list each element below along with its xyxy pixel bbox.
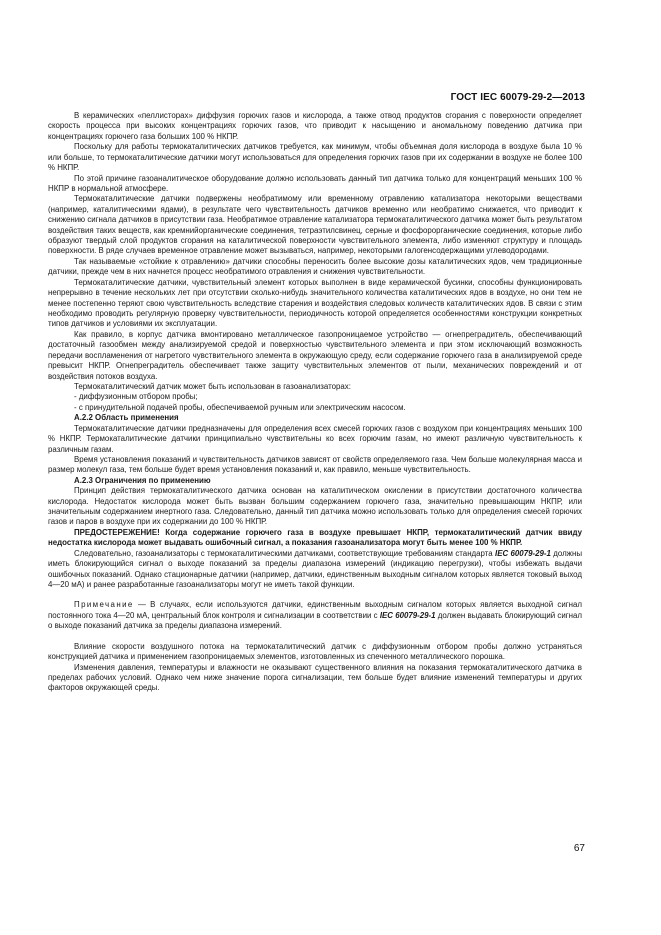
paragraph	[48, 549, 582, 591]
document-code-header: ГОСТ IEC 60079-29-2—2013	[450, 92, 585, 103]
paragraph: Термокаталитический датчик может быть использован в газоанализаторах:	[74, 381, 351, 391]
standard-reference: IEC 60079-29-1	[379, 610, 436, 620]
paragraph: Изменения давления, температуры и влажности не оказывают существенного влияния на показания термокаталитического датчика в пределах рабочих условий. Однако чем ниже значение порога сигнализации, тем больше будет влияние изменений температуры и других факторов окружающей среды.	[48, 662, 582, 693]
note-paragraph	[48, 600, 582, 631]
paragraph: Термокаталитические датчики, чувствительный элемент которых выполнен в виде керамической бусинки, способны функционировать непрерывно в течение нескольких лет при отсутствии сколько-нибудь значительного количества каталитических ядов в воздухе, но они тем не менее постепенно теряют свою чувствительность вследствие старения и воздействия следовых количеств каталитических ядов. В связи с этим необходимо проводить регулярную проверку чувствительности, периодичность которой определяется особенностями конструкции конкретных типов датчиков и условиями их эксплуатации.	[48, 277, 582, 329]
section-heading: А.2.2 Область применения	[74, 413, 179, 423]
paragraph: Время установления показаний и чувствительность датчиков зависят от свойств определяемого газа. Чем больше молекулярная масса и размер молекул газа, тем больше будет время установления показаний и, как правило, меньше чувствительность.	[48, 454, 582, 475]
page-number: 67	[573, 843, 585, 854]
paragraph: Принцип действия термокаталитического датчика основан на каталитическом окислении в присутствии достаточного количества кислорода. Недостаток кислорода может быть вызван большим содержанием горючего газа, значительно превышающим НКПР, или значительным содержанием инертного газа. Следовательно, данный тип датчика можно использовать только для определения смесей горючих газов и паров в воздухе при их содержании до 100 % НКПР.	[48, 486, 582, 527]
paragraph: Термокаталитические датчики предназначены для определения всех смесей горючих газов с воздухом при концентрациях меньших 100 % НКПР. Термокаталитические датчики принципиально чувствительны ко всех горючим газам, но имеют различную чувствительность к различным газам.	[48, 423, 582, 454]
paragraph-text: должны иметь блокирующийся сигнал о выходе показаний за пределы диапазона измерений (индикацию перегрузки), чтобы избежать выдачи ошибочных показаний. Однако стационарные датчики (например, датчики, единственным выходным сигналом которых является токовый выход 4—20 мА) и ранее разработанные газоанализаторы могут не иметь такой функции.	[48, 548, 582, 589]
paragraph: Поскольку для работы термокаталитических датчиков требуется, как минимум, чтобы объемная доля кислорода в воздухе была 10 % или больше, то термокаталитические датчики могут использоваться для определения горючих газов при их содержании в воздухе не более 100 % НКПР.	[48, 142, 582, 173]
list-item: - с принудительной подачей пробы, обеспечиваемой ручным или электрическим насосом.	[74, 402, 406, 412]
paragraph: Влияние скорости воздушного потока на термокаталитический датчик с диффузионным отбором пробы должно устраняться конструкцией датчика и применением газопроницаемых элементов, изготовленных из спеченного металлического порошка.	[48, 641, 582, 662]
paragraph-text: Следовательно, газоанализаторы с термокаталитическими датчиками, соответствующие требованиям стандарта	[74, 548, 496, 558]
paragraph: По этой причине газоаналитическое оборудование должно использовать данный тип датчика только для концентраций меньших 100 % НКПР в нормальной атмосфере.	[48, 173, 582, 193]
section-heading: А.2.3 Ограничения по применению	[74, 475, 211, 485]
paragraph: Термокаталитические датчики подвержены необратимому или временному отравлению катализатора некоторыми веществами (например, каталитическими ядами), в результате чего чувствительность датчиков временно или необратимо снижается, что приводит к снижению сигнала датчиков в присутствии газа. Необратимое отравление катализатора термокаталитического датчика может быть результатом воздействия таких веществ, как кремнийорганические соединения, тетраэтилсвинец, серные и фосфорорганические соединения, которые либо образуют твердый слой продуктов сгорания на каталитической поверхности чувствительного элемента, либо изменяют структуру и площадь поверхности. В ряде случаев временное отравление может вызываться, например, некоторыми галогенсодержащими углеводородами.	[48, 194, 582, 256]
paragraph: Так называемые «стойкие к отравлению» датчики способны переносить более высокие дозы каталитических ядов, чем традиционные датчики, прежде чем в них начнется процесс необратимого отравления и снижения чувствительности.	[48, 256, 582, 277]
list-item: - диффузионным отбором пробы;	[74, 392, 198, 402]
note-text: должен выдавать блокирующий сигнал о выходе показаний датчика за пределы диапазона измерений.	[48, 610, 582, 631]
paragraph: Как правило, в корпус датчика вмонтировано металлическое газопроницаемое устройство — огнепреградитель, обеспечивающий достаточный газообмен между анализируемой средой и поверхностью чувствительного элемента и при этом исключающий возможность передачи воспламенения от нагретого чувствительного элемента в окружающую среду, если содержание горючего газа в анализируемой среде превысит НКПР. Огнепреградитель обеспечивает также защиту чувствительных элементов от пыли, механических повреждений и от воздействия потоков воздуха.	[48, 329, 582, 381]
note-label: Примечание	[74, 600, 134, 610]
document-body	[48, 111, 582, 694]
paragraph: В керамических «пеллисторах» диффузия горючих газов и кислорода, а также отвод продуктов сгорания с поверхности определяет скорость процесса при высоких концентрациях горючих газов, что приводит к насыщению и аномальному поведению датчика при концентрациях горючего газа больших 100 % НКПР.	[48, 111, 582, 141]
warning-paragraph: ПРЕДОСТЕРЕЖЕНИЕ! Когда содержание горючего газа в воздухе превышает НКПР, термокаталитический датчик ввиду недостатка кислорода может выдавать ошибочный сигнал, а показания газоанализатора могут быть менее 100 % НКПР.	[48, 527, 582, 548]
standard-reference: IEC 60079-29-1	[495, 548, 551, 558]
note-text: — В случаях, если используются датчики, единственным выходным сигналом которых является выходной сигнал постоянного тока 4—20 мА, центральный блок контроля и сигнализации в соответствии с	[48, 600, 582, 620]
